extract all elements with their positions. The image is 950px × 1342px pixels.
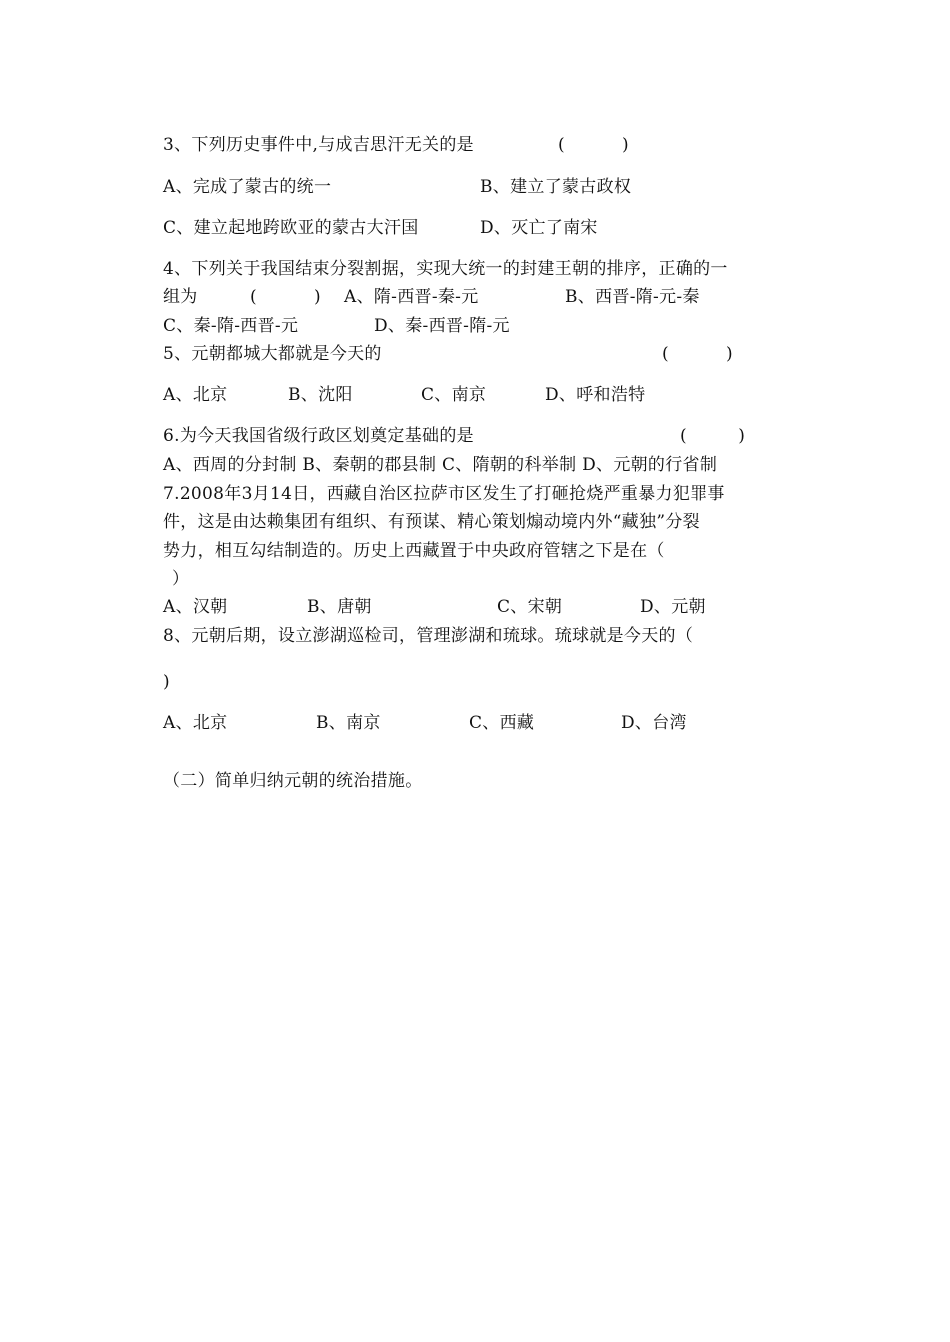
q7-stem-line3: 势力，相互勾结制造的。历史上西藏置于中央政府管辖之下是在（	[163, 541, 665, 561]
q4-option-c: C、秦-隋-西晋-元	[163, 316, 299, 336]
q8-stem-line1: 8、元朝后期，设立澎湖巡检司，管理澎湖和琉球。琉球就是今天的（	[163, 626, 694, 646]
q7-option-a: A、汉朝	[163, 597, 228, 617]
q3-stem: 3、下列历史事件中,与成吉思汗无关的是	[163, 135, 474, 155]
q3-option-b: B、建立了蒙古政权	[480, 177, 632, 197]
q8-option-a: A、北京	[163, 713, 228, 733]
q6-stem: 6.为今天我国省级行政区划奠定基础的是	[163, 426, 474, 446]
q8-option-d: D、台湾	[621, 713, 687, 733]
q5-stem: 5、元朝都城大都就是今天的	[163, 344, 382, 364]
q6-answer-blank: ( )	[680, 426, 746, 446]
q4-stem-line1: 4、下列关于我国结束分裂割据，实现大统一的封建王朝的排序，正确的一	[163, 259, 728, 279]
q5-option-c: C、南京	[421, 385, 487, 405]
q3-answer-blank: ( )	[558, 135, 629, 155]
q7-stem-line2: 件，这是由达赖集团有组织、有预谋、精心策划煽动境内外“藏独”分裂	[163, 512, 700, 532]
q8-stem-line2: )	[163, 672, 170, 692]
q4-option-a: A、隋-西晋-秦-元	[344, 287, 479, 307]
q7-option-d: D、元朝	[640, 597, 706, 617]
q4-option-d: D、秦-西晋-隋-元	[374, 316, 510, 336]
section2-heading: （二）简单归纳元朝的统治措施。	[163, 771, 423, 791]
q5-option-d: D、呼和浩特	[545, 385, 646, 405]
q4-answer-blank: ( )	[250, 287, 321, 307]
q3-option-d: D、灭亡了南宋	[480, 218, 598, 238]
q8-option-c: C、西藏	[469, 713, 535, 733]
q6-options: A、西周的分封制 B、秦朝的郡县制 C、隋朝的科举制 D、元朝的行省制	[163, 455, 718, 475]
q5-option-a: A、北京	[163, 385, 228, 405]
q3-option-c: C、建立起地跨欧亚的蒙古大汗国	[163, 218, 419, 238]
q7-stem-line4: ）	[172, 569, 190, 589]
q3-option-a: A、完成了蒙古的统一	[163, 177, 332, 197]
q5-option-b: B、沈阳	[288, 385, 353, 405]
q7-stem-line1: 7.2008年3月14日，西藏自治区拉萨市区发生了打砸抢烧严重暴力犯罪事	[163, 484, 725, 504]
q4-option-b: B、西晋-隋-元-秦	[565, 287, 700, 307]
q5-answer-blank: ( )	[662, 344, 733, 364]
q7-option-c: C、宋朝	[497, 597, 563, 617]
q8-option-b: B、南京	[316, 713, 381, 733]
q7-option-b: B、唐朝	[307, 597, 372, 617]
q4-stem-line2: 组为	[163, 287, 198, 307]
